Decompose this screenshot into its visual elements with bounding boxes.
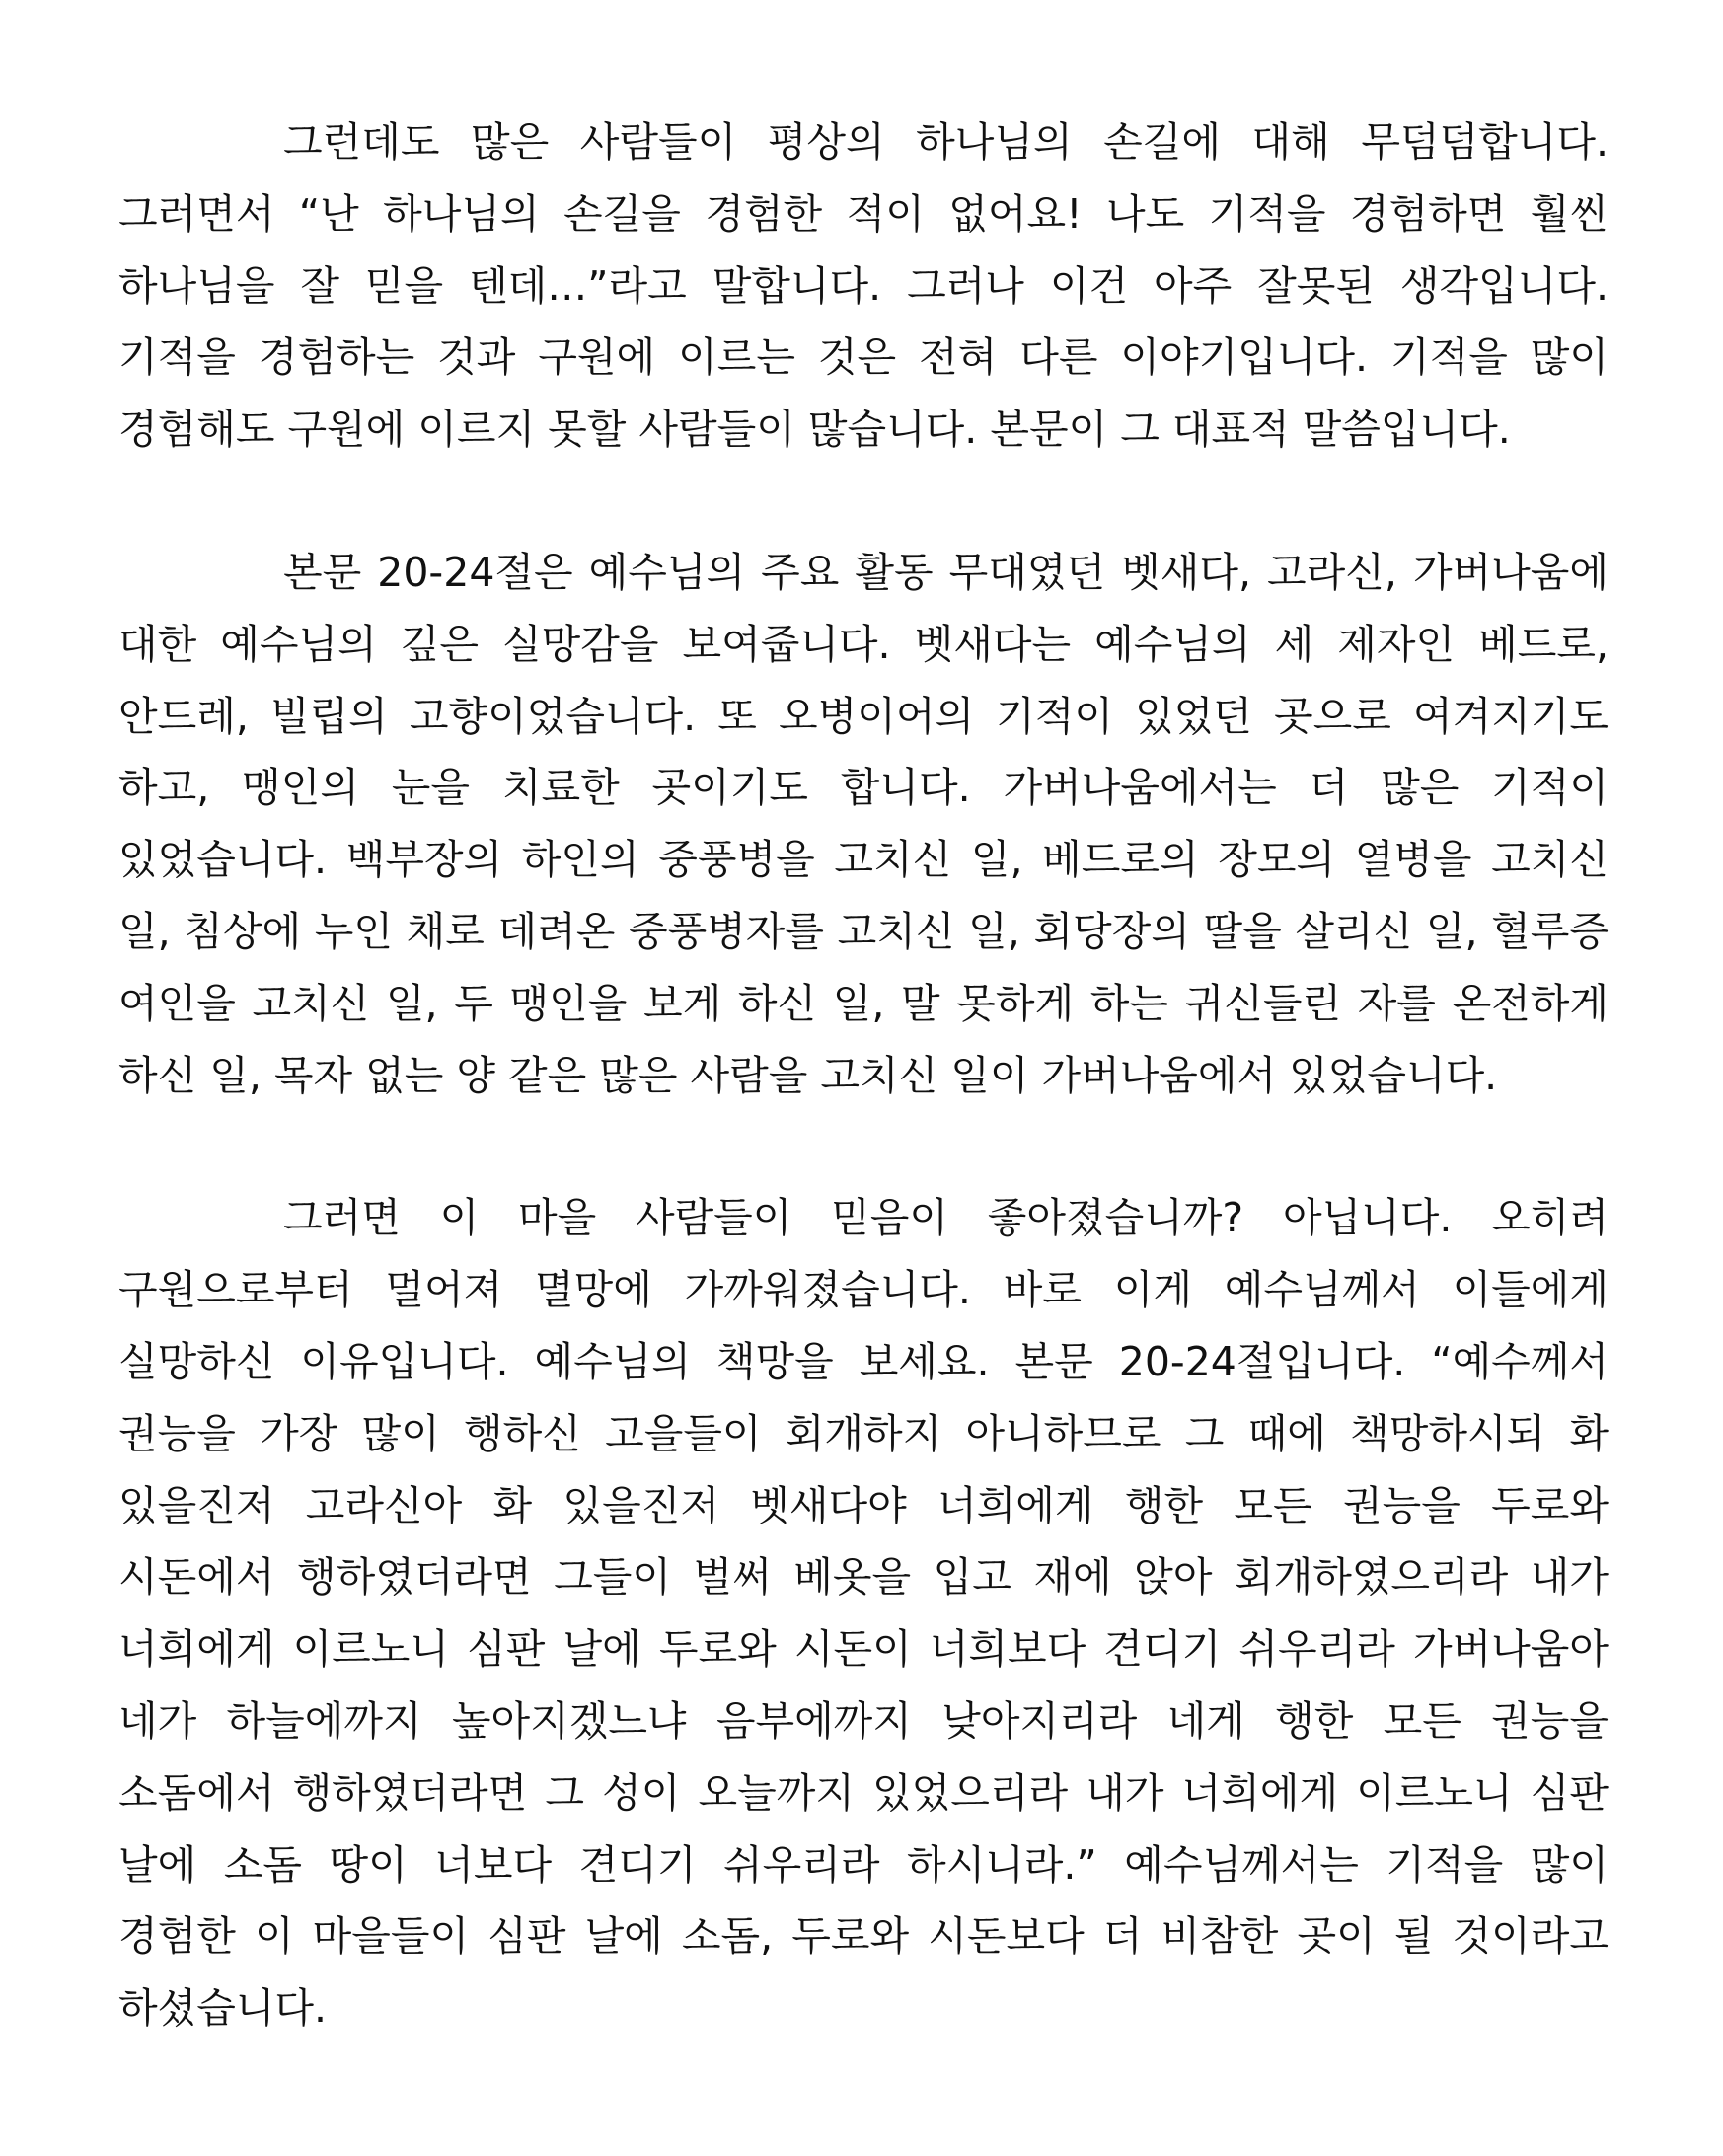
paragraph-1: 그런데도 많은 사람들이 평상의 하나님의 손길에 대해 무덤덤합니다. 그러면서 “난 하나님의 손길을 경험한 적이 없어요! 나도 기적을 경험하면 훨씬 하나님을 잘 믿을 텐데…”라고 말합니다. 그러나 이건 아주 잘못된 생각입니다. 기적을 경험하는 것과 구원에 이르는 것은 전혀 다른 이야기입니다. 기적을 많이 경험해도 구원에 이르지 못할 사람들이 많습니다. 본문이 그 대표적 말씀입니다.: [118, 118, 1609, 454]
paragraph-2: 본문 20-24절은 예수님의 주요 활동 무대였던 벳새다, 고라신, 가버나움에 대한 예수님의 깊은 실망감을 보여줍니다. 벳새다는 예수님의 세 제자인 베드로, 안드레, 빌립의 고향이었습니다. 또 오병이어의 기적이 있었던 곳으로 여겨지기도 하고, 맹인의 눈을 치료한 곳이기도 합니다. 가버나움에서는 더 많은 기적이 있었습니다. 백부장의 하인의 중풍병을 고치신 일, 베드로의 장모의 열병을 고치신 일, 침상에 누인 채로 데려온 중풍병자를 고치신 일, 회당장의 딸을 살리신 일, 혈루증 여인을 고치신 일, 두 맹인을 보게 하신 일, 말 못하게 하는 귀신들린 자를 온전하게 하신 일, 목자 없는 양 같은 많은 사람을 고치신 일이 가버나움에서 있었습니다.: [118, 548, 1609, 1099]
document-page: [118, 107, 1609, 2044]
paragraph-3: 그러면 이 마을 사람들이 믿음이 좋아졌습니까? 아닙니다. 오히려 구원으로부터 멀어져 멸망에 가까워졌습니다. 바로 이게 예수님께서 이들에게 실망하신 이유입니다. 예수님의 책망을 보세요. 본문 20-24절입니다. “예수께서 권능을 가장 많이 행하신 고을들이 회개하지 아니하므로 그 때에 책망하시되 화 있을진저 고라신아 화 있을진저 벳새다야 너희에게 행한 모든 권능을 두로와 시돈에서 행하였더라면 그들이 벌써 베옷을 입고 재에 앉아 회개하였으리라 내가 너희에게 이르노니 심판 날에 두로와 시돈이 너희보다 견디기 쉬우리라 가버나움아 네가 하늘에까지 높아지겠느냐 음부에까지 낮아지리라 네게 행한 모든 권능을 소돔에서 행하였더라면 그 성이 오늘까지 있었으리라 내가 너희에게 이르노니 심판 날에 소돔 땅이 너보다 견디기 쉬우리라 하시니라.” 예수님께서는 기적을 많이 경험한 이 마을들이 심판 날에 소돔, 두로와 시돈보다 더 비참한 곳이 될 것이라고 하셨습니다.: [118, 1194, 1609, 2033]
